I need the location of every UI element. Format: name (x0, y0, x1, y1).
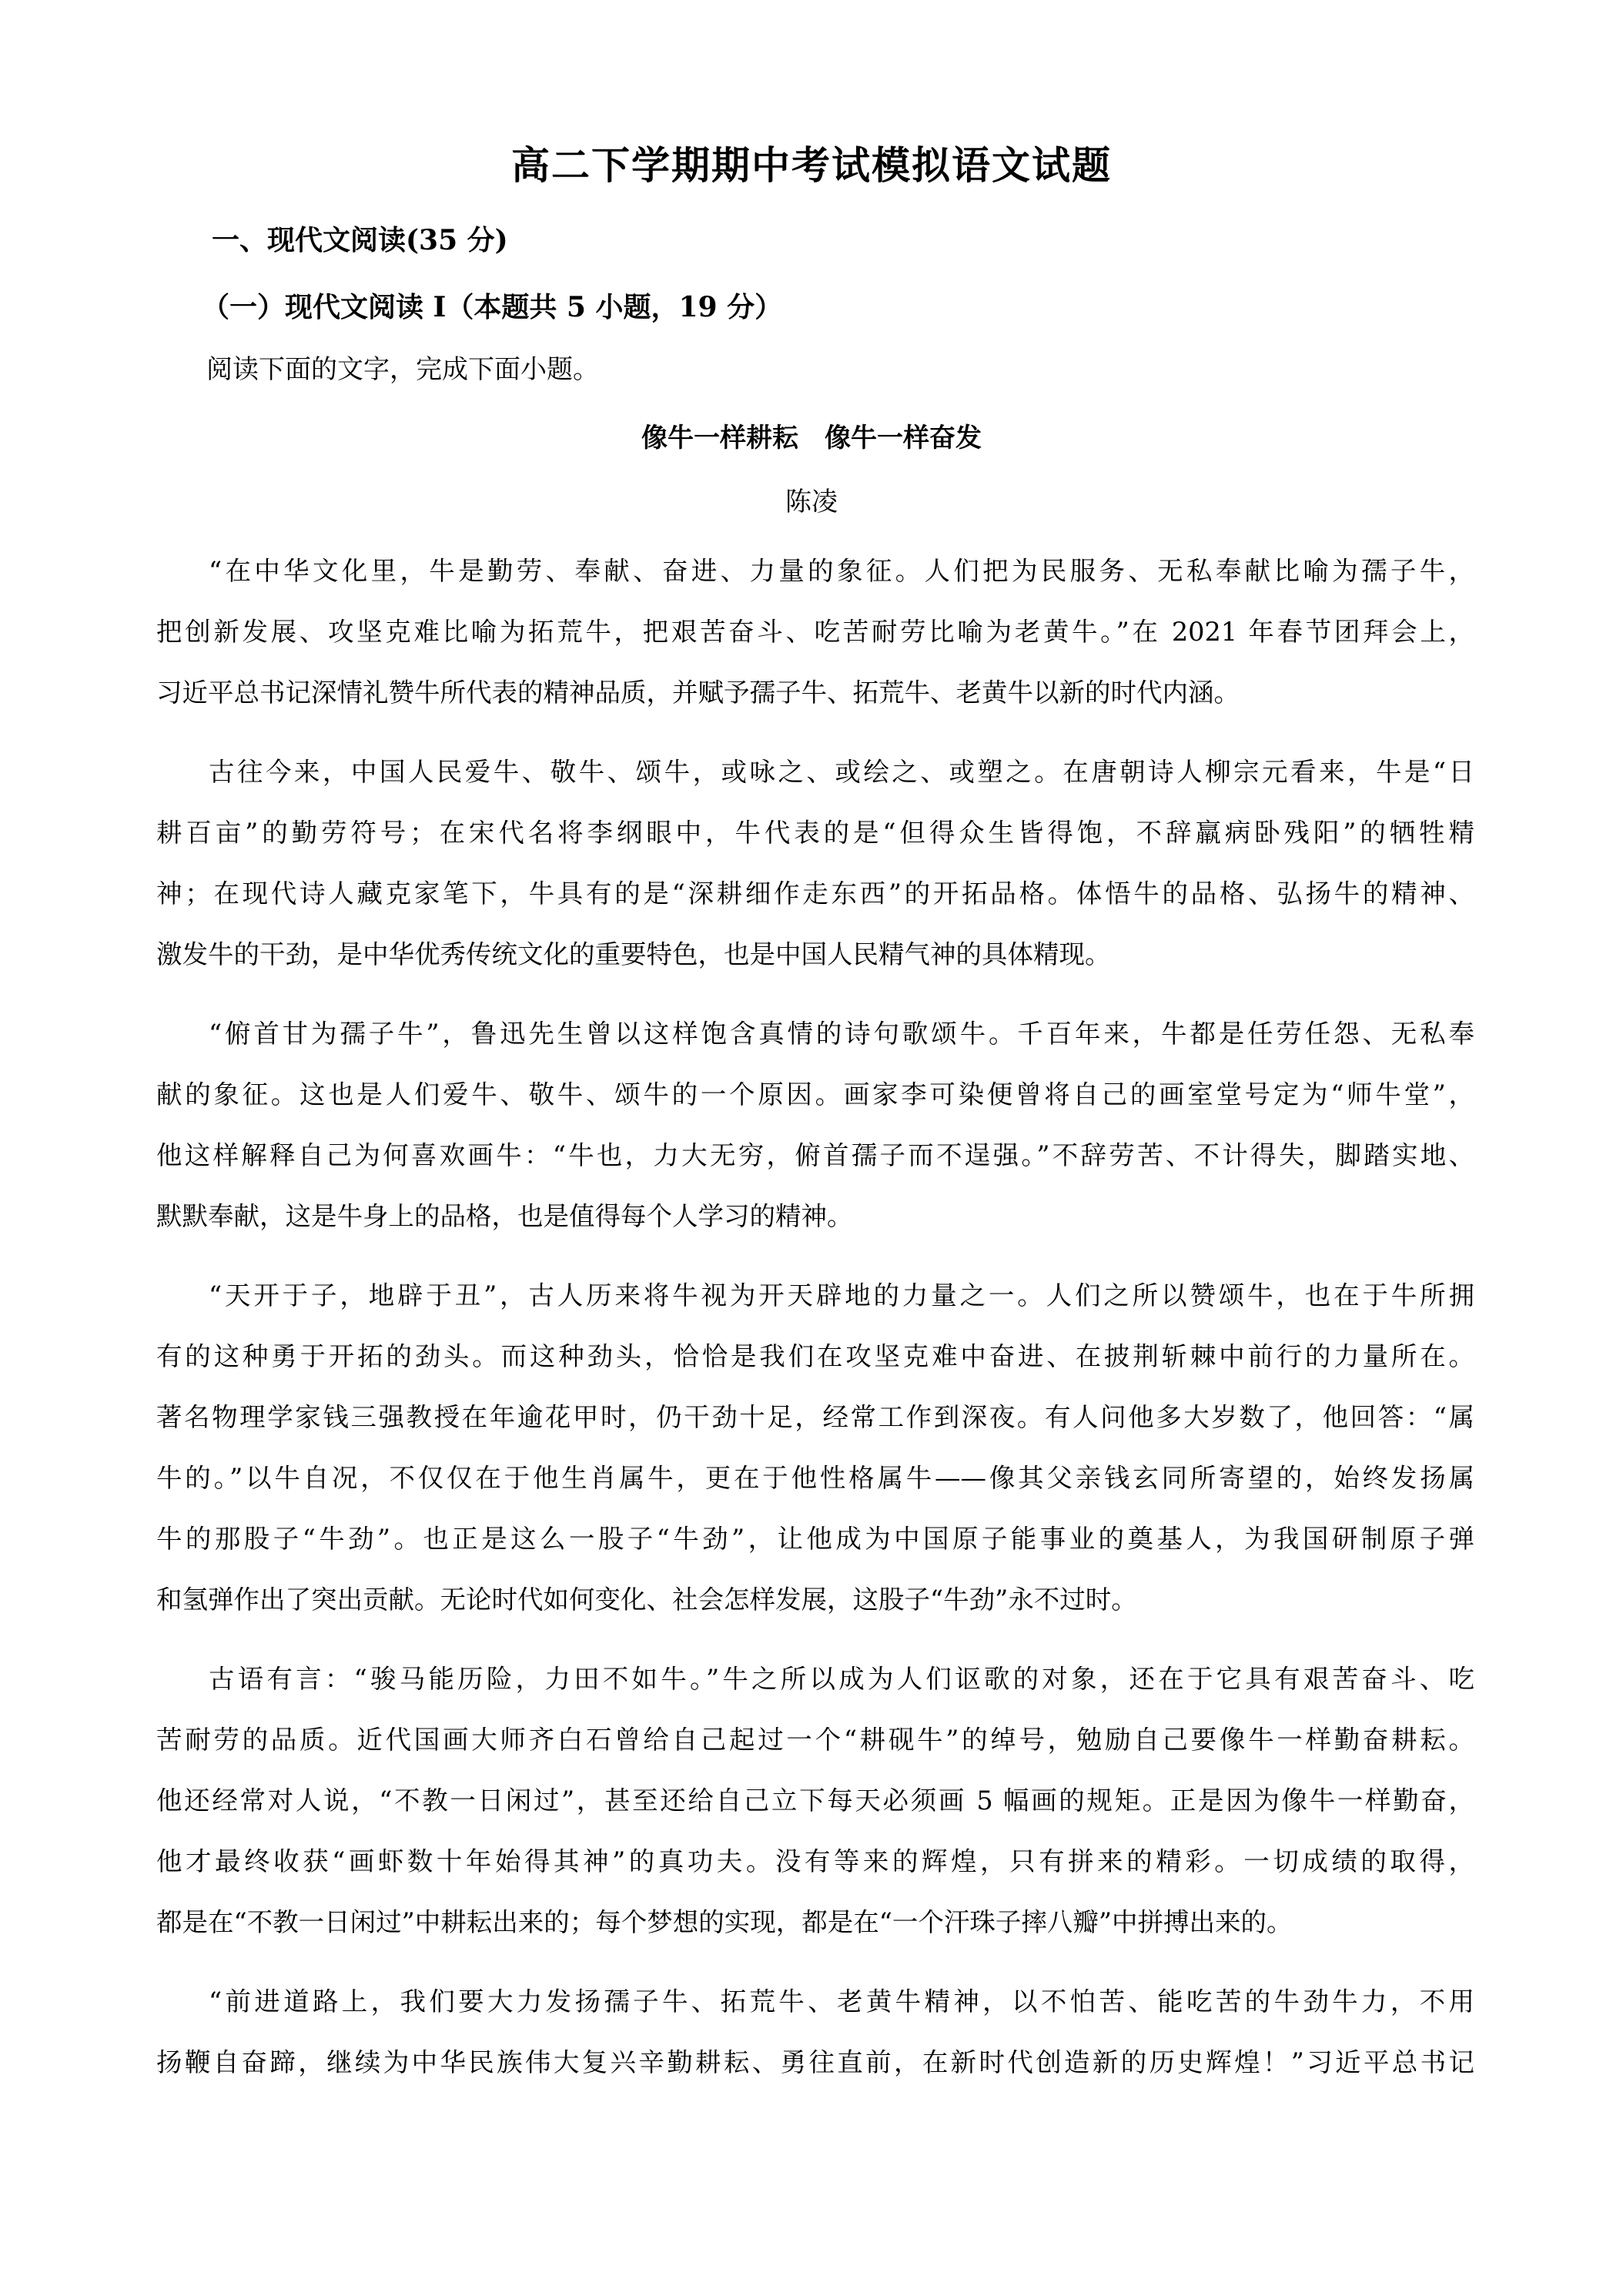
exam-title: 高二下学期期中考试模拟语文试题 (511, 142, 1112, 188)
paragraph-line: 他还经常对人说，“不教一日闲过”，甚至还给自己立下每天必须画 5 幅画的规矩。正是因为像牛一样勤奋， (156, 1786, 1474, 1816)
paragraph-line: “在中华文化里，牛是勤劳、奉献、奋进、力量的象征。人们把为民服务、无私奉献比喻为孺子牛， (209, 556, 1474, 586)
paragraph-line: 激发牛的干劲，是中华优秀传统文化的重要特色，也是中国人民精气神的具体精现。 (156, 939, 1111, 969)
reading-instruction: 阅读下面的文字，完成下面小题。 (206, 354, 599, 385)
paragraph-line: 神；在现代诗人藏克家笔下，牛具有的是“深耕细作走东西”的开拓品格。体悟牛的品格、弘扬牛的精神、 (156, 879, 1474, 909)
article-paragraph (156, 1971, 1474, 2093)
paragraph-line: “俯首甘为孺子牛”，鲁迅先生曾以这样饱含真情的诗句歌颂牛。千百年来，牛都是任劳任怨、无私奉 (209, 1019, 1474, 1049)
paragraph-line: “天开于子，地辟于丑”，古人历来将牛视为开天辟地的力量之一。人们之所以赞颂牛，也在于牛所拥 (209, 1280, 1474, 1310)
paragraph-line: 献的象征。这也是人们爱牛、敬牛、颂牛的一个原因。画家李可染便曾将自己的画室堂号定为“师牛堂”， (156, 1079, 1474, 1110)
paragraph-line: 苦耐劳的品质。近代国画大师齐白石曾给自己起过一个“耕砚牛”的绰号，勉励自己要像牛一样勤奋耕耘。 (156, 1725, 1474, 1755)
paragraph-line: 扬鞭自奋蹄，继续为中华民族伟大复兴辛勤耕耘、勇往直前，在新时代创造新的历史辉煌！”习近平总书记 (156, 2047, 1474, 2077)
paragraph-line: 古语有言：“骏马能历险，力田不如牛。”牛之所以成为人们讴歌的对象，还在于它具有艰苦奋斗、吃 (209, 1664, 1474, 1694)
sub-heading: （一）现代文阅读 I（本题共 5 小题，19 分） (202, 291, 783, 323)
paragraph-line: 他这样解释自己为何喜欢画牛：“牛也，力大无穷，俯首孺子而不逞强。”不辞劳苦、不计得失，脚踏实地、 (156, 1140, 1474, 1170)
paragraph-line: 有的这种勇于开拓的劲头。而这种劲头，恰恰是我们在攻坚克难中奋进、在披荆斩棘中前行的力量所在。 (156, 1341, 1474, 1371)
article-body (156, 541, 1474, 2111)
article-title: 像牛一样耕耘 像牛一样奋发 (641, 423, 982, 454)
paragraph-line: 把创新发展、攻坚克难比喻为拓荒牛，把艰苦奋斗、吃苦耐劳比喻为老黄牛。”在 2021 年春节团拜会上， (156, 617, 1474, 647)
paragraph-line: 习近平总书记深情礼赞牛所代表的精神品质，并赋予孺子牛、拓荒牛、老黄牛以新的时代内涵。 (156, 678, 1240, 708)
article-paragraph (156, 741, 1474, 985)
paragraph-line: 古往今来，中国人民爱牛、敬牛、颂牛，或咏之、或绘之、或塑之。在唐朝诗人柳宗元看来，牛是“日 (209, 757, 1474, 787)
paragraph-line: 他才最终收获“画虾数十年始得其神”的真功夫。没有等来的辉煌，只有拼来的精彩。一切成绩的取得， (156, 1846, 1474, 1876)
paragraph-line: 著名物理学家钱三强教授在年逾花甲时，仍干劲十足，经常工作到深夜。有人问他多大岁数了，他回答：“属 (156, 1402, 1474, 1432)
paragraph-line: 和氢弹作出了突出贡献。无论时代如何变化、社会怎样发展，这股子“牛劲”永不过时。 (156, 1585, 1137, 1615)
paragraph-line: “前进道路上，我们要大力发扬孺子牛、拓荒牛、老黄牛精神，以不怕苦、能吃苦的牛劲牛力，不用 (209, 1986, 1474, 2017)
article-paragraph (156, 541, 1474, 723)
paragraph-line: 都是在“不教一日闲过”中耕耘出来的；每个梦想的实现，都是在“一个汗珠子摔八瓣”中拼搏出来的。 (156, 1907, 1293, 1937)
paragraph-line: 牛的那股子“牛劲”。也正是这么一股子“牛劲”，让他成为中国原子能事业的奠基人，为我国研制原子弹 (156, 1524, 1474, 1554)
paragraph-line: 牛的。”以牛自况，不仅仅在于他生肖属牛，更在于他性格属牛——像其父亲钱玄同所寄望的，始终发扬属 (156, 1463, 1474, 1493)
article-paragraph (156, 1648, 1474, 1953)
paragraph-line: 耕百亩”的勤劳符号；在宋代名将李纲眼中，牛代表的是“但得众生皆得饱，不辞羸病卧残阳”的牺牲精 (156, 818, 1474, 848)
article-paragraph (156, 1265, 1474, 1630)
article-paragraph (156, 1003, 1474, 1247)
section-heading: 一、现代文阅读(35 分) (212, 224, 508, 256)
article-author: 陈凌 (785, 487, 838, 517)
paragraph-line: 默默奉献，这是牛身上的品格，也是值得每个人学习的精神。 (156, 1201, 853, 1231)
